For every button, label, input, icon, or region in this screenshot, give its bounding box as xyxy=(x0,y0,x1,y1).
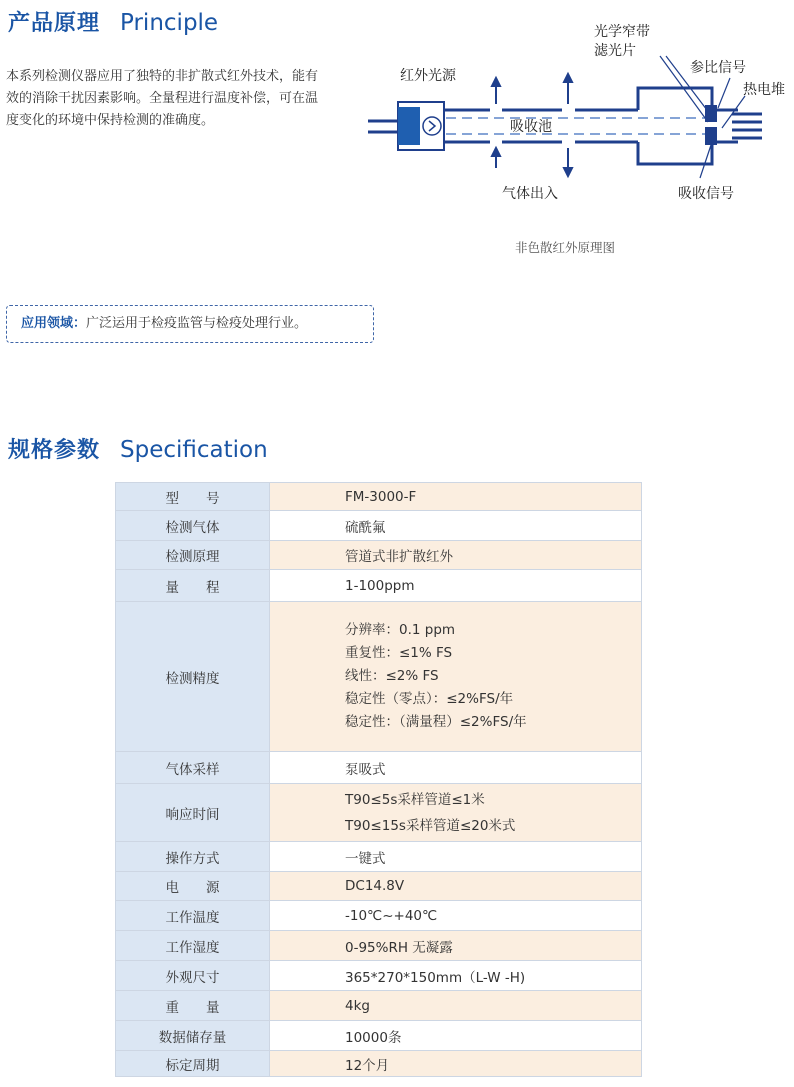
spec-key: 数据储存量 xyxy=(116,1021,270,1051)
spec-value: 一键式 xyxy=(270,842,642,872)
spec-value-line: 线性：≤2% FS xyxy=(345,668,439,684)
spec-key: 重 量 xyxy=(116,991,270,1021)
table-row xyxy=(116,784,642,842)
label-gas-in-out: 气体出入 xyxy=(502,186,558,202)
spec-value-line: 分辨率：0.1 ppm xyxy=(345,622,456,638)
label-absorb-signal: 吸收信号 xyxy=(678,186,734,202)
spec-value: 4kg xyxy=(270,991,642,1021)
spec-value: 管道式非扩散红外 xyxy=(270,541,642,570)
label-light-source: 红外光源 xyxy=(400,68,456,84)
light-source-emitter xyxy=(398,107,420,145)
spec-key: 工作湿度 xyxy=(116,931,270,961)
spec-key: 气体采样 xyxy=(116,752,270,784)
principle-heading xyxy=(8,6,218,37)
principle-description: 本系列检测仪器应用了独特的非扩散式红外技术，能有效的消除干扰因素影响。全量程进行温度补偿，可在温度变化的环境中保持检测的准确度。 xyxy=(6,69,319,128)
spec-value: 365*270*150mm（L-W -H) xyxy=(270,961,642,991)
spec-key: 响应时间 xyxy=(116,784,270,842)
table-row xyxy=(116,1021,642,1051)
spec-key: 量 程 xyxy=(116,570,270,602)
spec-title-en: Specification xyxy=(120,437,268,463)
spec-value-line: 稳定性（零点）：≤2%FS/年 xyxy=(345,691,514,707)
principle-title-cn: 产品原理 xyxy=(8,11,101,36)
spec-heading xyxy=(8,433,268,464)
label-thermopile: 热电堆 xyxy=(743,82,785,98)
table-row xyxy=(116,602,642,752)
table-row xyxy=(116,541,642,570)
spec-value: -10℃~+40℃ xyxy=(270,901,642,931)
table-row xyxy=(116,931,642,961)
spec-value: 硫酰氟 xyxy=(270,511,642,541)
spec-value: DC14.8V xyxy=(270,872,642,901)
spec-key: 型 号 xyxy=(116,483,270,511)
table-row xyxy=(116,752,642,784)
ndir-diagram-svg xyxy=(360,18,792,240)
table-row xyxy=(116,483,642,511)
spec-value: 10000条 xyxy=(270,1021,642,1051)
spec-key: 操作方式 xyxy=(116,842,270,872)
table-row xyxy=(116,961,642,991)
spec-key: 标定周期 xyxy=(116,1051,270,1077)
spec-key: 电 源 xyxy=(116,872,270,901)
application-label: 应用领域： xyxy=(21,316,87,331)
spec-value: FM-3000-F xyxy=(270,483,642,511)
table-row xyxy=(116,842,642,872)
spec-value-line: 重复性：≤1% FS xyxy=(345,645,453,661)
spec-table xyxy=(115,482,642,1077)
ndir-diagram xyxy=(360,18,792,240)
application-text: 广泛运用于检疫监管与检疫处理行业。 xyxy=(86,316,308,331)
table-row xyxy=(116,511,642,541)
table-row xyxy=(116,991,642,1021)
label-absorption-cell: 吸收池 xyxy=(510,119,552,135)
spec-value-line: T90≤15s采样管道≤20米式 xyxy=(345,817,516,834)
spec-value: 1-100ppm xyxy=(270,570,642,602)
table-row xyxy=(116,570,642,602)
application-box xyxy=(6,305,374,343)
spec-key: 检测精度 xyxy=(116,602,270,752)
spec-value-list xyxy=(270,602,642,752)
spec-key: 检测原理 xyxy=(116,541,270,570)
principle-title-en: Principle xyxy=(120,10,219,36)
spec-value: 12个月 xyxy=(270,1051,642,1077)
table-row xyxy=(116,1051,642,1077)
spec-key: 外观尺寸 xyxy=(116,961,270,991)
spec-key: 检测气体 xyxy=(116,511,270,541)
table-row xyxy=(116,901,642,931)
spec-value-list xyxy=(270,784,642,842)
light-source-lamp xyxy=(423,117,441,135)
spec-value: 泵吸式 xyxy=(270,752,642,784)
spec-value-line: T90≤5s采样管道≤1米 xyxy=(345,791,485,808)
diagram-caption: 非色散红外原理图 xyxy=(515,240,616,255)
spec-key: 工作温度 xyxy=(116,901,270,931)
label-filter-line1: 光学窄带 xyxy=(594,24,650,40)
spec-value-line: 稳定性：（满量程）≤2%FS/年 xyxy=(345,714,527,730)
spec-value: 0-95%RH 无凝露 xyxy=(270,931,642,961)
label-filter-line2: 滤光片 xyxy=(594,43,636,59)
table-row xyxy=(116,872,642,901)
label-reference-signal: 参比信号 xyxy=(690,60,746,76)
spec-title-cn: 规格参数 xyxy=(8,438,101,463)
